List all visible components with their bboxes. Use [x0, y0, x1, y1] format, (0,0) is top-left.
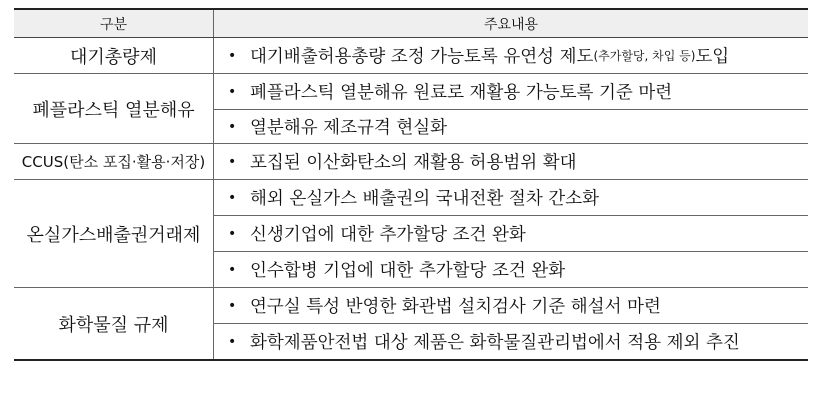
item-text: 대기배출허용총량 조정 가능토록 유연성 제도	[250, 47, 594, 67]
header-category: 구분	[14, 10, 214, 37]
list-item	[214, 110, 808, 143]
bullet-icon: •	[228, 189, 237, 206]
bullet-icon: •	[228, 333, 237, 350]
bullet-icon: •	[228, 297, 237, 314]
bullet-icon: •	[228, 261, 237, 278]
table-row	[14, 288, 808, 359]
item-text: 화학제품안전법 대상 제품은 화학물질관리법에서 적용 제외 추진	[250, 333, 740, 353]
category-cell: 폐플라스틱 열분해유	[14, 74, 214, 143]
bullet-icon: •	[228, 47, 237, 64]
list-item	[214, 252, 808, 287]
item-text: 폐플라스틱 열분해유 원료로 재활용 가능토록 기준 마련	[250, 83, 673, 103]
table-row	[14, 38, 808, 74]
list-item	[214, 74, 808, 110]
table-row	[14, 144, 808, 180]
list-item	[214, 216, 808, 252]
table-header-row	[14, 10, 808, 38]
item-text: 연구실 특성 반영한 화관법 설치검사 기준 해설서 마련	[250, 297, 661, 317]
item-text-after: 도입	[695, 47, 730, 67]
bullet-icon: •	[228, 153, 237, 170]
item-text: 포집된 이산화탄소의 재활용 허용범위 확대	[250, 153, 577, 173]
bullet-icon: •	[228, 225, 237, 242]
item-text: 인수합병 기업에 대한 추가할당 조건 완화	[250, 261, 566, 281]
item-text: 해외 온실가스 배출권의 국내전환 절차 간소화	[250, 189, 600, 209]
header-content: 주요내용	[483, 16, 539, 33]
list-item	[214, 288, 808, 324]
table-row	[14, 180, 808, 288]
item-text: 열분해유 제조규격 현실화	[250, 118, 448, 138]
table-row	[14, 74, 808, 144]
category-cell: CCUS(탄소 포집·활용·저장)	[14, 144, 214, 179]
item-text: 신생기업에 대한 추가할당 조건 완화	[250, 225, 526, 245]
list-item	[214, 38, 808, 73]
category-cell: 화학물질 규제	[14, 288, 214, 359]
item-note: (추가할당, 차입 등)	[593, 49, 696, 63]
bullet-icon: •	[228, 118, 237, 135]
list-item	[214, 180, 808, 216]
bullet-icon: •	[228, 83, 237, 100]
list-item	[214, 144, 808, 179]
category-cell: 대기총량제	[14, 38, 214, 73]
list-item	[214, 324, 808, 359]
category-cell: 온실가스배출권거래제	[14, 180, 214, 287]
policy-table	[14, 8, 808, 361]
